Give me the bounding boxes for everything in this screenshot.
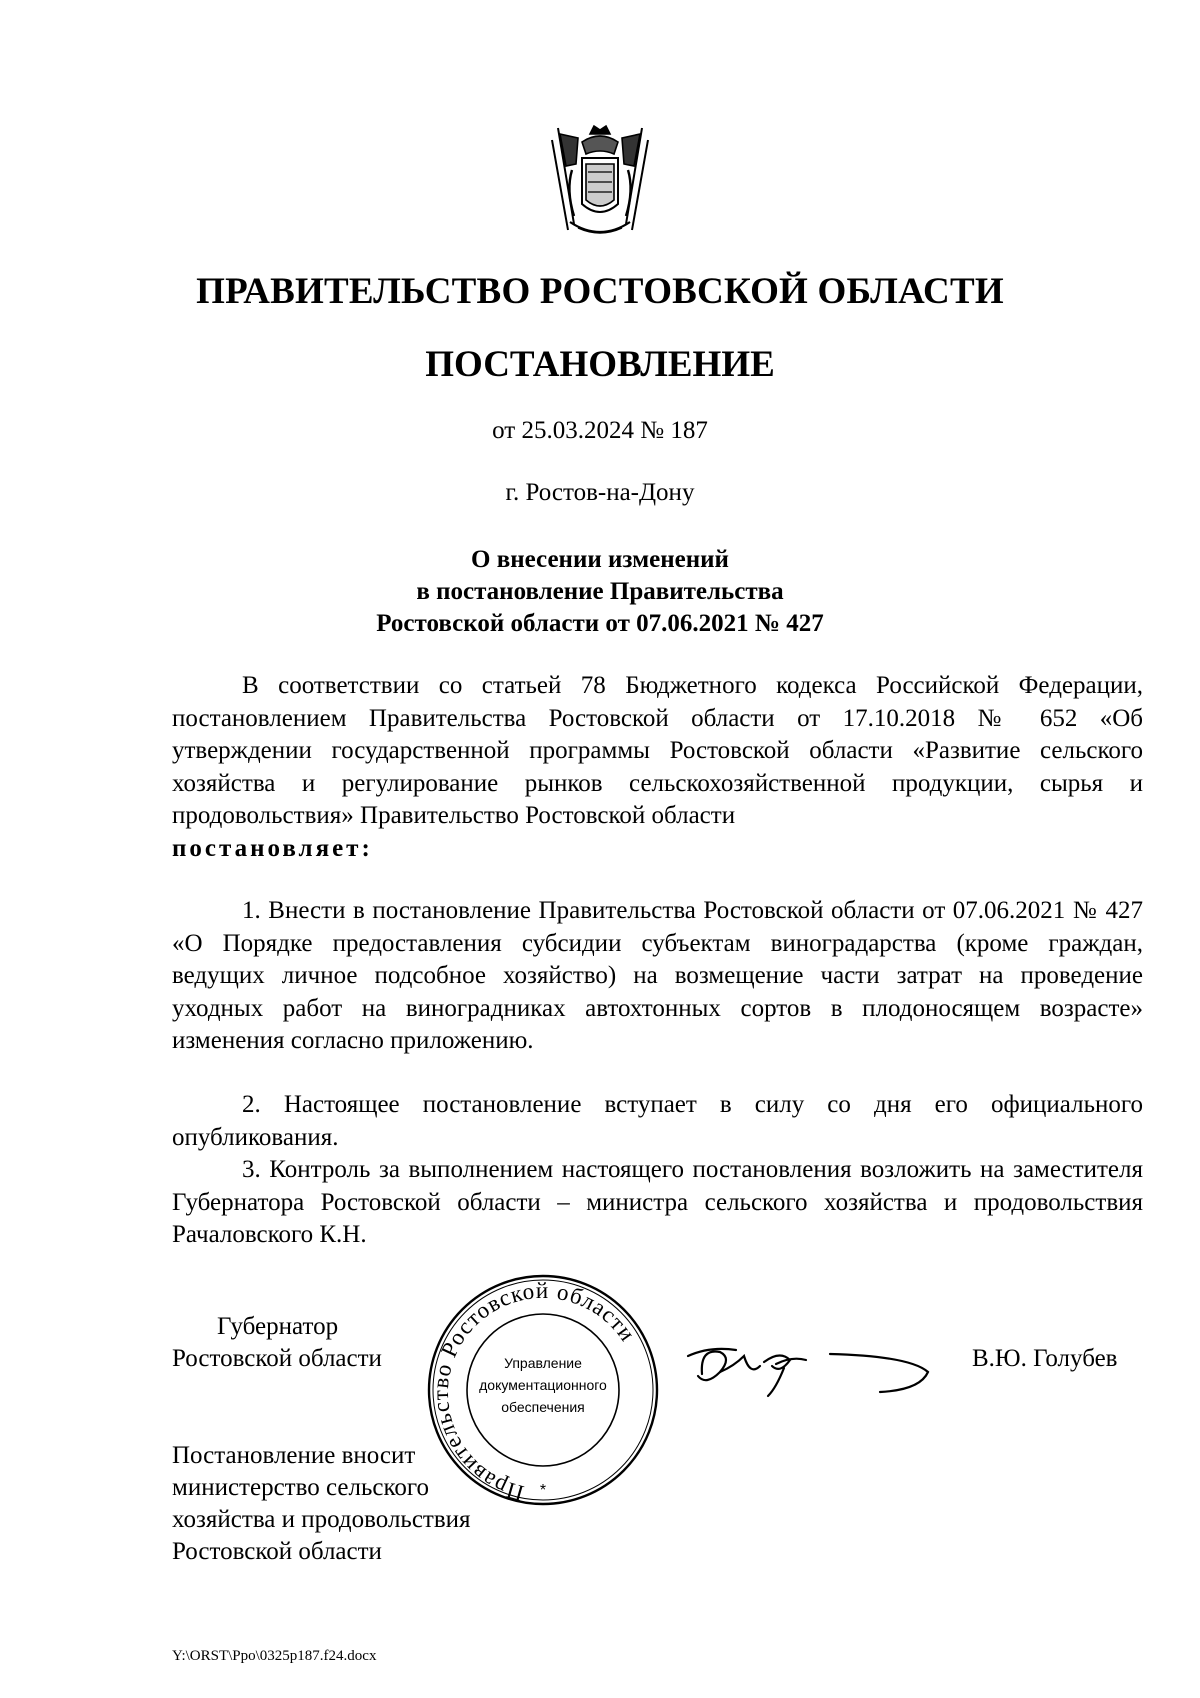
position-line: Ростовской области bbox=[172, 1345, 382, 1372]
subject-line: Ростовской области от 07.06.2021 № 427 bbox=[376, 610, 824, 637]
stamp-inner-line: документационного bbox=[479, 1377, 607, 1393]
resolution-keyword: постановляет: bbox=[172, 834, 373, 862]
signer-name: В.Ю. Голубев bbox=[972, 1345, 1118, 1372]
item-text: 3. Контроль за выполнением настоящего постановления возложить на заместителя Губернатора Ростовской области – министра сельского хозяйства и продовольствия Рачаловского К.Н. bbox=[172, 1156, 1143, 1248]
date-and-number: от 25.03.2024 № 187 bbox=[492, 417, 708, 444]
submitted-line: министерство сельского bbox=[172, 1474, 429, 1501]
document-type: ПОСТАНОВЛЕНИЕ bbox=[425, 344, 775, 385]
city: г. Ростов-на-Дону bbox=[505, 479, 695, 506]
preamble-paragraph bbox=[172, 670, 1143, 865]
item-text: 1. Внести в постановление Правительства Ростовской области от 07.06.2021 № 427 «О Порядке предоставления субсидии субъектам виноградарства (кроме граждан, ведущих личное подсобное хозяйство) на возмещение части затрат на проведение уходных работ на виноградниках автохтонных сортов в плодоносящем возрасте» изменения согласно приложению. bbox=[172, 897, 1143, 1054]
file-path: Y:\ORST\Ppo\0325p187.f24.docx bbox=[172, 1648, 377, 1664]
stamp-inner-line: Управление bbox=[504, 1355, 582, 1371]
government-name: ПРАВИТЕЛЬСТВО РОСТОВСКОЙ ОБЛАСТИ bbox=[196, 271, 1004, 312]
subject-line: в постановление Правительства bbox=[416, 578, 784, 605]
stamp-inner-line: обеспечения bbox=[501, 1399, 585, 1415]
resolution-item-1 bbox=[172, 895, 1143, 1058]
signer-position bbox=[172, 1311, 432, 1375]
stamp-star: * bbox=[539, 1482, 547, 1499]
resolution-item-3 bbox=[172, 1154, 1143, 1252]
position-line: Губернатор bbox=[217, 1313, 339, 1340]
subject-line: О внесении изменений bbox=[471, 546, 729, 573]
handwritten-signature-icon bbox=[680, 1326, 930, 1406]
submitted-line: Ростовской области bbox=[172, 1538, 382, 1565]
item-text: 2. Настоящее постановление вступает в силу со дня его официального опубликования. bbox=[172, 1091, 1143, 1151]
submitted-line: Постановление вносит bbox=[172, 1442, 416, 1469]
document-subject bbox=[0, 544, 1200, 640]
submitted-by-note bbox=[172, 1440, 471, 1568]
resolution-item-2 bbox=[172, 1089, 1143, 1154]
preamble-text: В соответствии со статьей 78 Бюджетного кодекса Российской Федерации, постановлением Правительства Ростовской области от 17.10.2018 № 652 «Об утверждении государственной программы Ростовской области «Развитие сельского хозяйства и регулирование рынков сельскохозяйственной продукции, сырья и продовольствия» Правительство Ростовской области bbox=[172, 672, 1143, 829]
rostov-oblast-coat-of-arms-icon bbox=[548, 120, 652, 244]
stamp-outer-text: Правительство Ростовской области bbox=[427, 1277, 641, 1506]
submitted-line: хозяйства и продовольствия bbox=[172, 1506, 471, 1533]
